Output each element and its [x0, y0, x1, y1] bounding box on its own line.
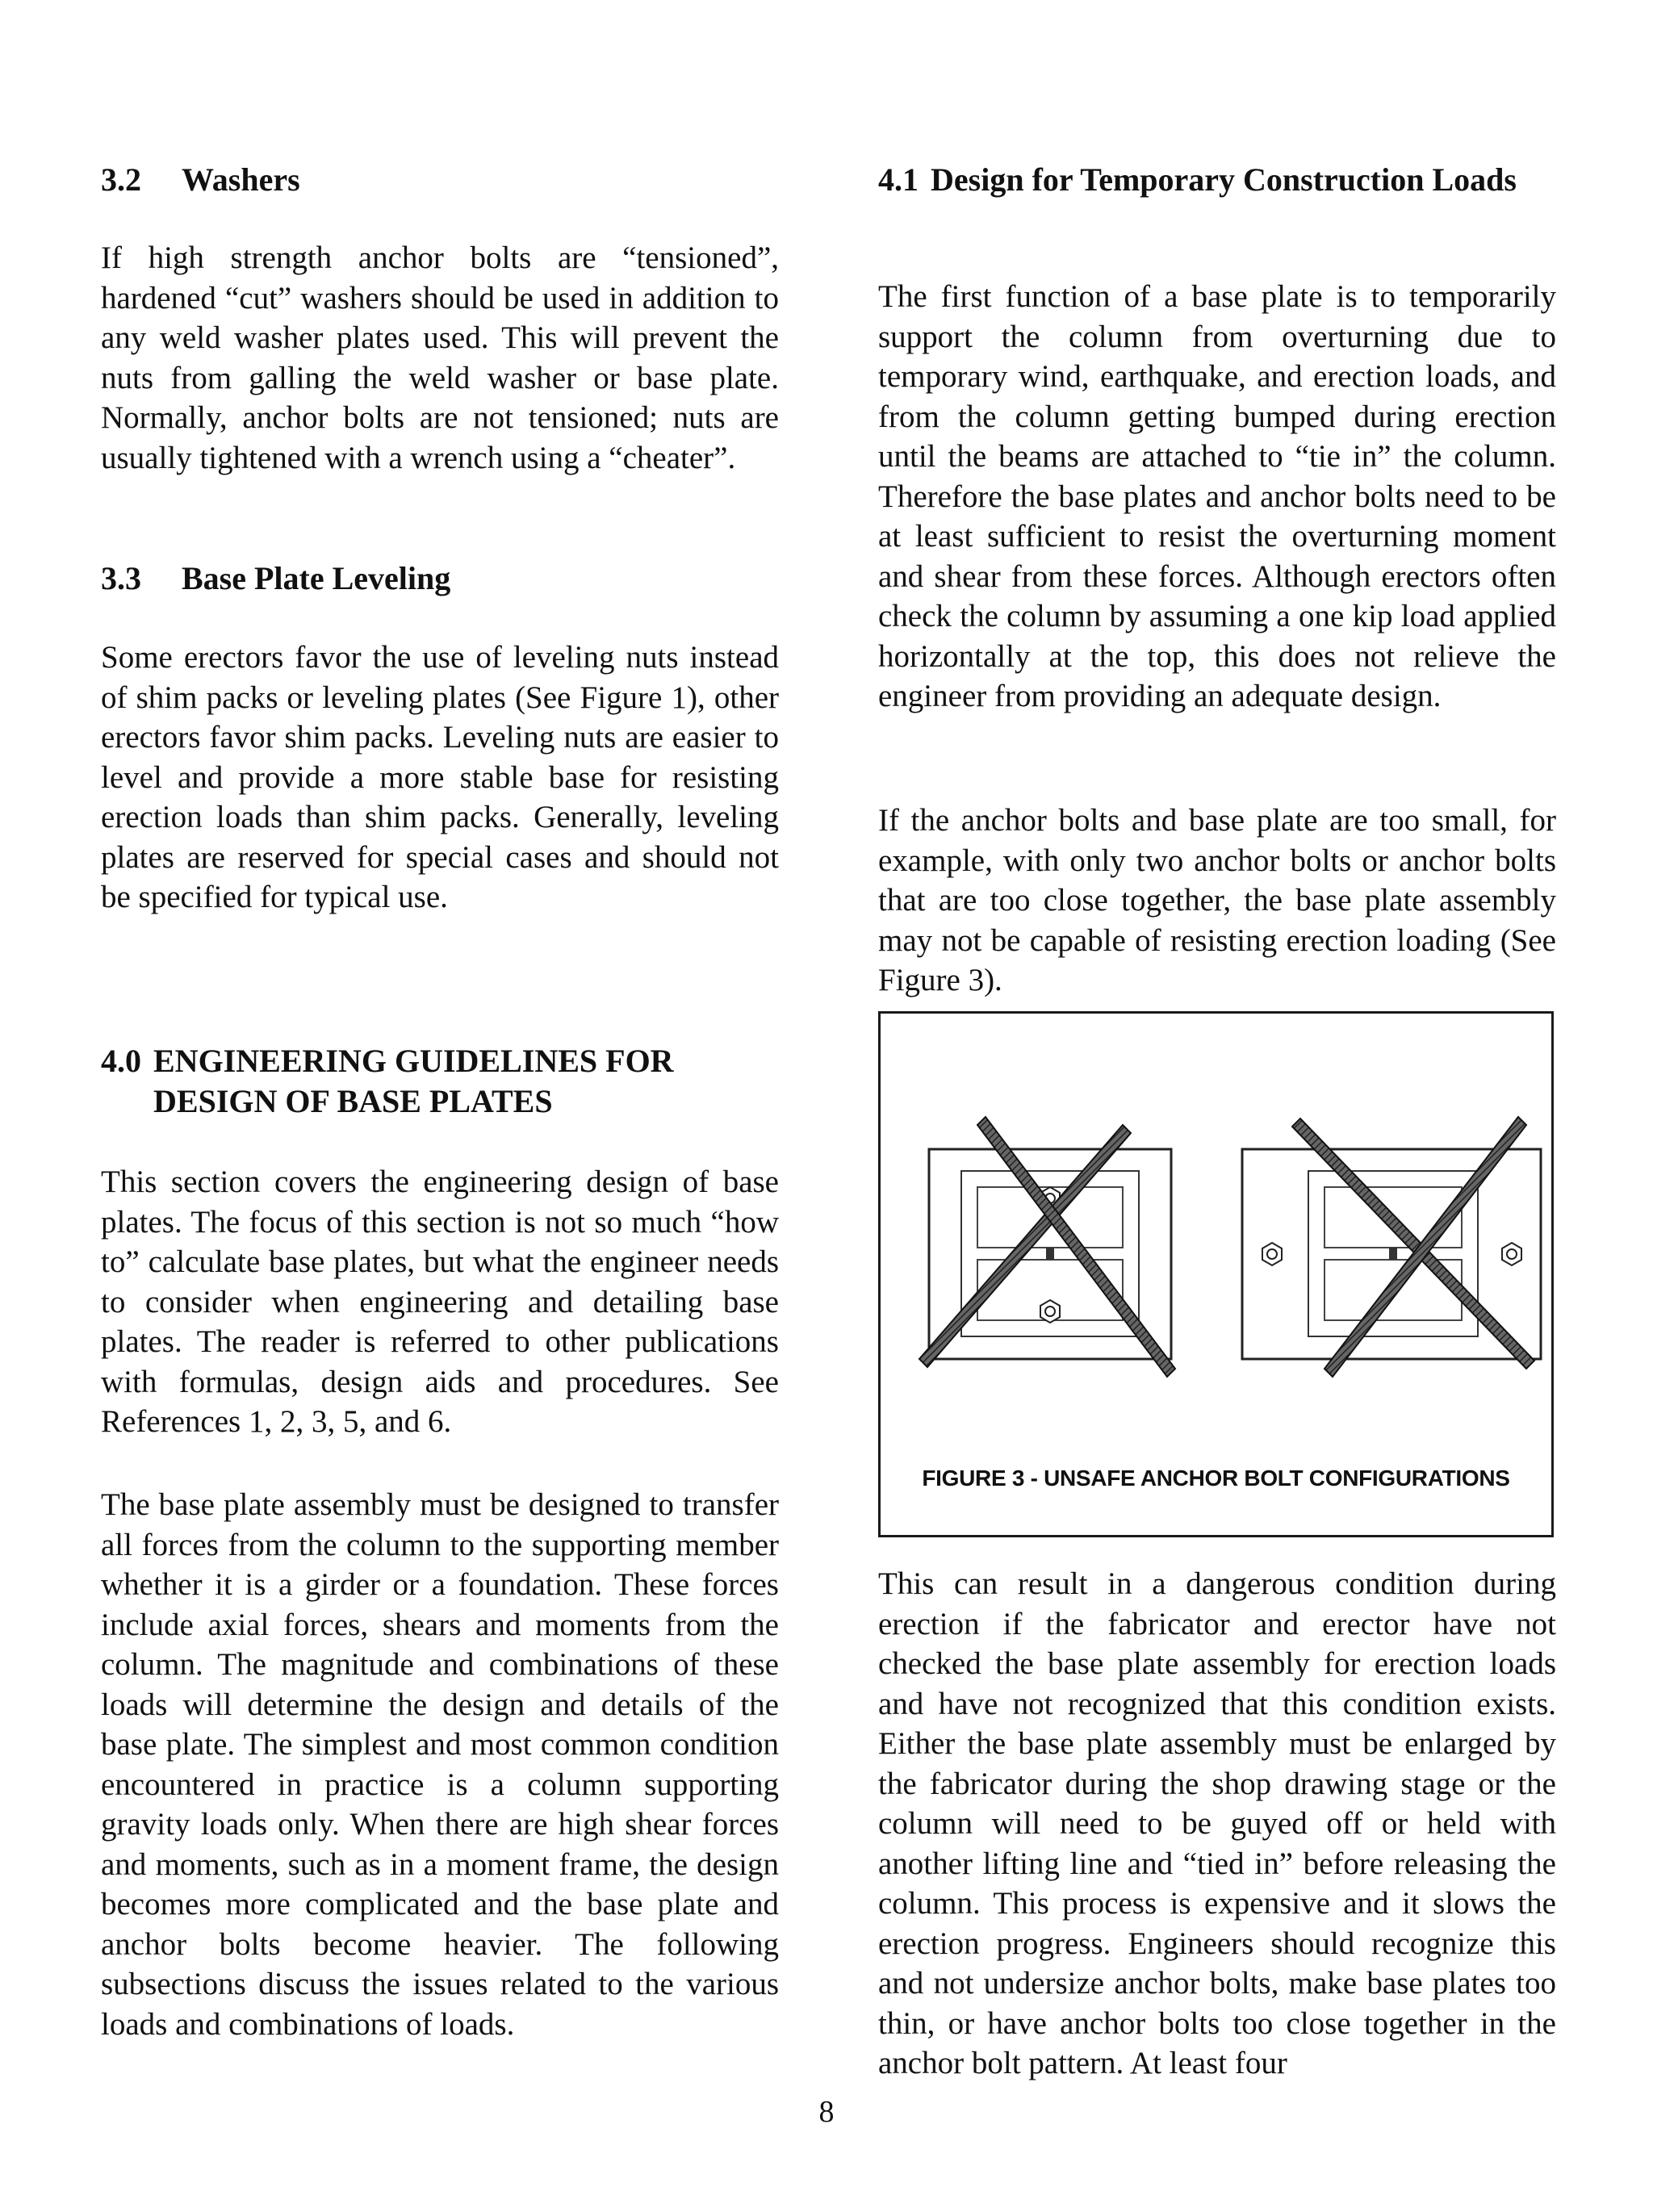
paragraph: The first function of a base plate is to temporarily support the column from overturning due to temporary wind, earthquake, and erection loads, and from the column getting bumped during erection until the beams are attached to “tie in” the column. Therefore the base plates and anchor bolts need to be at least sufficient to resist the overturning moment and shear from these forces. Although erectors often check the column by assuming a one kip load applied horizontally at the top, this does not relieve the engineer from providing an adequate design.	[878, 279, 1556, 713]
page-number: 8	[818, 2095, 835, 2129]
section-4-1-para3	[878, 1564, 1556, 2084]
paragraph: If high strength anchor bolts are “tensioned”, hardened “cut” washers should be used in addition to any weld washer plates used. This will prevent the nuts from galling the weld washer or base plate. Normally, anchor bolts are not tensioned; nuts are usually tightened with a wrench using a “cheater”.	[101, 240, 779, 475]
section-number: 4.0	[101, 1043, 141, 1079]
figure-3-drawing	[881, 1014, 1551, 1535]
section-number: 3.2	[101, 161, 141, 198]
section-3-3-body	[101, 638, 779, 918]
section-3-2-body	[101, 238, 779, 478]
paragraph: This can result in a dangerous condition during erection if the fabricator and erector have not checked the base plate assembly for erection loads and have not recognized that this condition exists. Either the base plate assembly must be enlarged by the fabricator during the shop drawing stage or the column will need to be guyed off or held with another lifting line and “tied in” before releasing the column. This process is expensive and it slows the erection progress. Engineers should recognize this and not undersize anchor bolts, make base plates too thin, or have anchor bolts too close together in the anchor bolt pattern. At least four	[878, 1566, 1556, 2080]
section-4-0-para2	[101, 1485, 779, 2044]
section-number: 4.1	[878, 161, 919, 198]
section-title: Base Plate Leveling	[182, 560, 451, 596]
paragraph: If the anchor bolts and base plate are too small, for example, with only two anchor bolts or anchor bolts that are too close together, the base plate assembly may not be capable of resisting erection loading (See Figure 3).	[878, 803, 1556, 997]
base-plate-left	[919, 1117, 1175, 1377]
section-4-1-para2	[878, 801, 1556, 1001]
column-web	[1046, 1248, 1054, 1260]
section-number: 3.3	[101, 560, 141, 596]
section-title: ENGINEERING GUIDELINES FOR DESIGN OF BASE PLATES	[153, 1043, 674, 1119]
section-4-0-para1	[101, 1162, 779, 1442]
anchor-bolt-icon	[1502, 1243, 1521, 1265]
paragraph: Some erectors favor the use of leveling nuts instead of shim packs or leveling plates (See Figure 1), other erectors favor shim packs. Leveling nuts are easier to level and provide a more stable base for resisting erection loads than shim packs. Generally, leveling plates are reserved for special cases and should not be specified for typical use.	[101, 640, 779, 914]
section-4-0-heading	[101, 1041, 779, 1122]
figure-3	[878, 1011, 1554, 1537]
anchor-bolt-icon	[1262, 1243, 1282, 1265]
column-web	[1389, 1248, 1397, 1260]
section-4-1-heading	[878, 160, 1556, 200]
section-3-2-heading	[101, 160, 779, 200]
paragraph: The base plate assembly must be designed to transfer all forces from the column to the supporting member whether it is a girder or a foundation. These forces include axial forces, shears and moments from the column. The magnitude and combinations of these loads will determine the design and details of the base plate. The simplest and most common condition encountered in practice is a column supporting gravity loads only. When there are high shear forces and moments, such as in a moment frame, the design becomes more complicated and the base plate and anchor bolts become heavier. The following subsections discuss the issues related to the various loads and combinations of loads.	[101, 1487, 779, 2042]
section-3-3-heading	[101, 558, 779, 599]
base-plate-right	[1242, 1117, 1541, 1377]
anchor-bolt-icon	[1040, 1300, 1060, 1323]
section-4-1-para1	[878, 277, 1556, 717]
section-title: Washers	[182, 161, 300, 198]
section-title: Design for Temporary Construction Loads	[931, 161, 1517, 198]
figure-caption: FIGURE 3 - UNSAFE ANCHOR BOLT CONFIGURATIONS	[922, 1466, 1510, 1491]
paragraph: This section covers the engineering design of base plates. The focus of this section is not so much “how to” calculate base plates, but what the engineer needs to consider when engineering and detailing base plates. The reader is referred to other publications with formulas, design aids and procedures. See References 1, 2, 3, 5, and 6.	[101, 1165, 779, 1439]
